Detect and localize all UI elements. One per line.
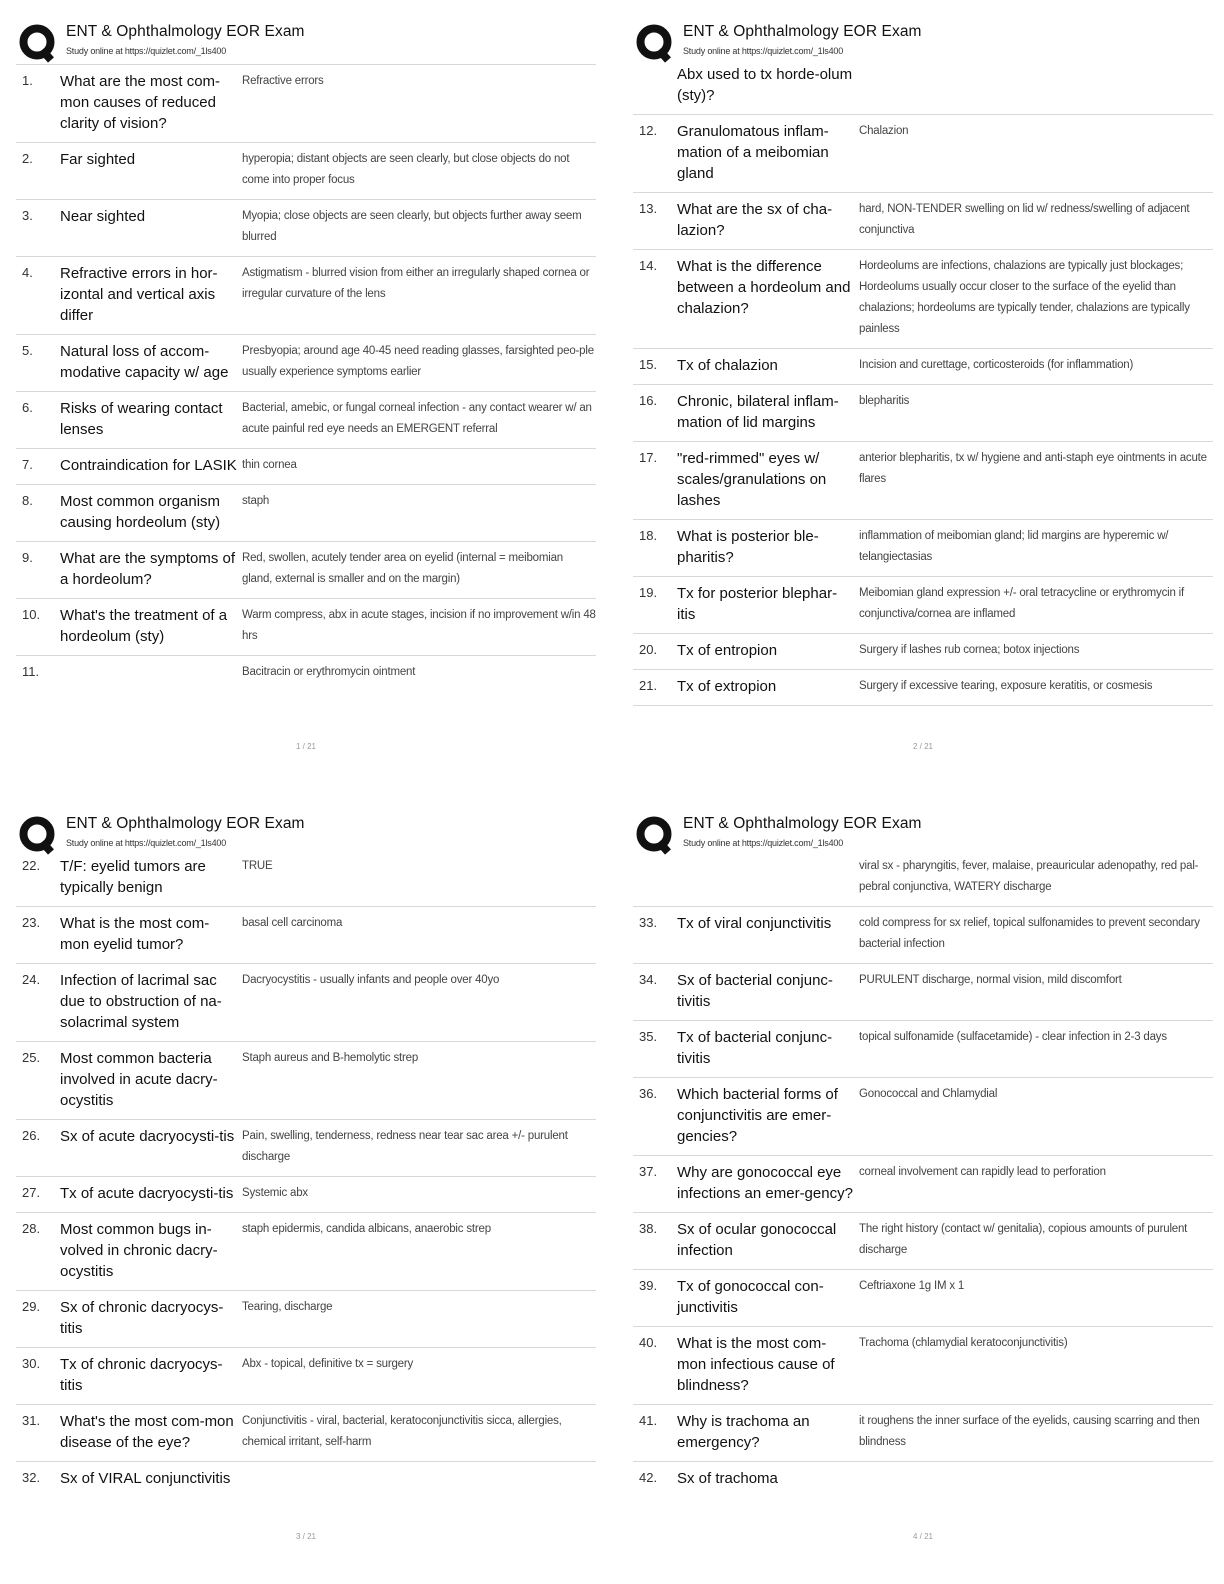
flashcard-row <box>16 335 596 392</box>
quizlet-logo-icon <box>635 815 675 855</box>
card-definition: Bacitracin or erythromycin ointment <box>242 666 416 678</box>
card-term <box>60 662 242 683</box>
flashcard-row <box>633 349 1213 385</box>
flashcard-row <box>633 856 1213 907</box>
flashcard-row <box>16 392 596 449</box>
flashcard-row <box>633 577 1213 634</box>
card-term: Contraindication for LASIK <box>60 457 237 474</box>
card-definition: Gonococcal and Chlamydial <box>859 1088 998 1100</box>
card-definition: cold compress for sx relief, topical sulfonamides to prevent secondary bacterial infection <box>859 917 1200 950</box>
flashcard-row <box>16 257 596 335</box>
card-term: Most common bugs in-volved in chronic dacry-ocystitis <box>60 1221 218 1280</box>
card-definition: Red, swollen, acutely tender area on eyelid (internal = meibomian gland, external is smaller and on the margin) <box>242 552 564 585</box>
flashcard-row <box>16 542 596 599</box>
card-number: 20. <box>639 642 658 657</box>
card-term: Sx of bacterial conjunc-tivitis <box>677 972 833 1010</box>
card-number: 23. <box>22 915 41 930</box>
card-term: Why is trachoma an emergency? <box>677 1413 810 1451</box>
flashcard-row <box>633 634 1213 670</box>
flashcard-row <box>633 250 1213 349</box>
card-term: Tx of entropion <box>677 642 778 659</box>
card-list <box>16 856 596 1497</box>
card-definition: Pain, swelling, tenderness, redness near tear sac area +/- purulent discharge <box>242 1130 568 1163</box>
card-term: Tx for posterior blephar-itis <box>677 585 838 623</box>
card-definition: Chalazion <box>859 125 909 137</box>
flashcard-row <box>16 449 596 485</box>
card-term: What is posterior ble-pharitis? <box>677 528 819 566</box>
card-list <box>633 64 1213 706</box>
card-number: 19. <box>639 585 658 600</box>
card-term: Tx of viral conjunctivitis <box>677 915 832 932</box>
page-number: 2 / 21 <box>912 742 933 751</box>
card-term: Tx of chalazion <box>677 357 778 374</box>
card-definition: Presbyopia; around age 40-45 need reading glasses, farsighted peo-ple usually experience symptoms earlier <box>242 345 594 378</box>
card-number: 29. <box>22 1299 41 1314</box>
card-term: What is the difference between a hordeolum and chalazion? <box>677 258 851 317</box>
page-title: ENT & Ophthalmology EOR Exam <box>683 23 922 40</box>
flashcard-row <box>16 65 596 143</box>
card-definition: Myopia; close objects are seen clearly, but objects further away seem blurred <box>242 210 582 243</box>
card-definition: PURULENT discharge, normal vision, mild discomfort <box>859 974 1122 986</box>
flashcard-row <box>633 1462 1213 1497</box>
card-definition: Astigmatism - blurred vision from either an irregularly shaped cornea or irregular curvature of the lens <box>242 267 590 300</box>
card-term: Abx used to tx horde-olum (sty)? <box>677 66 853 104</box>
card-term: Sx of VIRAL conjunctivitis <box>60 1470 231 1487</box>
card-definition: Refractive errors <box>242 75 324 87</box>
card-definition: inflammation of meibomian gland; lid margins are hyperemic w/ telangiectasias <box>859 530 1169 563</box>
card-number: 26. <box>22 1128 41 1143</box>
card-term: Granulomatous inflam-mation of a meibomian gland <box>677 123 829 182</box>
flashcard-row <box>16 1213 596 1291</box>
card-definition <box>859 64 1213 106</box>
card-number: 3. <box>22 208 33 223</box>
card-term: Chronic, bilateral inflam-mation of lid margins <box>677 393 839 431</box>
flashcard-row <box>16 1462 596 1497</box>
card-definition: viral sx - pharyngitis, fever, malaise, preauricular adenopathy, red pal-pebral conjunctiva, WATERY discharge <box>859 860 1199 893</box>
card-definition: Abx - topical, definitive tx = surgery <box>242 1358 414 1370</box>
card-number: 9. <box>22 550 33 565</box>
card-number: 14. <box>639 258 658 273</box>
flashcard-row <box>16 856 596 907</box>
flashcard-row <box>633 64 1213 115</box>
card-number: 37. <box>639 1164 658 1179</box>
card-term: What is the most com-mon eyelid tumor? <box>60 915 210 953</box>
study-link[interactable]: Study online at https://quizlet.com/_1ls400 <box>683 838 844 848</box>
card-term: Tx of extropion <box>677 678 777 695</box>
card-number: 7. <box>22 457 33 472</box>
flashcard-row <box>633 1078 1213 1156</box>
card-term: What are the symptoms of a hordeolum? <box>60 550 236 588</box>
card-number: 24. <box>22 972 41 987</box>
card-number: 1. <box>22 73 33 88</box>
card-term: Tx of gonococcal con-junctivitis <box>677 1278 824 1316</box>
card-term: Sx of ocular gonococcal infection <box>677 1221 837 1259</box>
card-definition: topical sulfonamide (sulfacetamide) - clear infection in 2-3 days <box>859 1031 1167 1043</box>
card-number: 17. <box>639 450 658 465</box>
page-2 <box>633 18 1213 788</box>
card-term: Risks of wearing contact lenses <box>60 400 223 438</box>
card-term: Sx of acute dacryocysti-tis <box>60 1128 235 1145</box>
page-1 <box>16 18 596 788</box>
card-definition: anterior blepharitis, tx w/ hygiene and anti-staph eye ointments in acute flares <box>859 452 1207 485</box>
card-definition: Staph aureus and B-hemolytic strep <box>242 1052 419 1064</box>
flashcard-row <box>633 1213 1213 1270</box>
card-definition: Conjunctivitis - viral, bacterial, keratoconjunctivitis sicca, allergies, chemical irritant, self-harm <box>242 1415 562 1448</box>
card-term: What are the sx of cha-lazion? <box>677 201 833 239</box>
card-number: 6. <box>22 400 33 415</box>
card-definition: basal cell carcinoma <box>242 917 343 929</box>
card-number: 39. <box>639 1278 658 1293</box>
flashcard-row <box>16 964 596 1042</box>
card-number: 38. <box>639 1221 658 1236</box>
flashcard-row <box>633 907 1213 964</box>
flashcard-row <box>16 656 596 691</box>
card-number: 21. <box>639 678 658 693</box>
card-number: 42. <box>639 1470 658 1485</box>
flashcard-row <box>16 200 596 257</box>
page-header <box>16 18 596 64</box>
card-number: 25. <box>22 1050 41 1065</box>
card-term: Most common organism causing hordeolum (sty) <box>60 493 221 531</box>
card-term: What is the most com-mon infectious cause of blindness? <box>677 1335 835 1394</box>
card-number: 41. <box>639 1413 658 1428</box>
card-definition: staph epidermis, candida albicans, anaerobic strep <box>242 1223 491 1235</box>
card-term: Infection of lacrimal sac due to obstruction of na-solacrimal system <box>60 972 222 1031</box>
flashcard-row <box>633 1021 1213 1078</box>
card-number: 33. <box>639 915 658 930</box>
card-definition: Incision and curettage, corticosteroids (for inflammation) <box>859 359 1134 371</box>
card-term: Natural loss of accom-modative capacity w/ age <box>60 343 229 381</box>
flashcard-row <box>633 115 1213 193</box>
card-number: 16. <box>639 393 658 408</box>
card-number: 28. <box>22 1221 41 1236</box>
card-number <box>633 856 677 898</box>
card-term: Tx of chronic dacryocys-titis <box>60 1356 223 1394</box>
card-definition: The right history (contact w/ genitalia), copious amounts of purulent discharge <box>859 1223 1188 1256</box>
card-term: Near sighted <box>60 208 146 225</box>
card-number: 36. <box>639 1086 658 1101</box>
card-number: 10. <box>22 607 41 622</box>
card-number: 8. <box>22 493 33 508</box>
card-definition: Surgery if excessive tearing, exposure keratitis, or cosmesis <box>859 680 1153 692</box>
card-term: Tx of acute dacryocysti-tis <box>60 1185 234 1202</box>
flashcard-row <box>633 1327 1213 1405</box>
page-3 <box>16 810 596 1580</box>
card-number <box>633 64 677 106</box>
quizlet-logo-icon <box>18 23 58 63</box>
flashcard-row <box>16 1348 596 1405</box>
card-definition: Trachoma (chlamydial keratoconjunctivitis) <box>859 1337 1068 1349</box>
card-list <box>633 856 1213 1497</box>
page-title: ENT & Ophthalmology EOR Exam <box>66 23 305 40</box>
card-term: Refractive errors in hor-izontal and vertical axis differ <box>60 265 218 324</box>
card-number: 4. <box>22 265 33 280</box>
card-definition: Systemic abx <box>242 1187 308 1199</box>
page-header <box>633 18 1213 64</box>
card-number: 32. <box>22 1470 41 1485</box>
flashcard-row <box>16 1042 596 1120</box>
card-definition: thin cornea <box>242 459 297 471</box>
card-term <box>677 856 859 898</box>
card-definition: Tearing, discharge <box>242 1301 333 1313</box>
card-number: 13. <box>639 201 658 216</box>
card-definition: Bacterial, amebic, or fungal corneal infection - any contact wearer w/ an acute painful red eye needs an EMERGENT referral <box>242 402 592 435</box>
page-number: 4 / 21 <box>912 1532 933 1541</box>
page-title: ENT & Ophthalmology EOR Exam <box>683 815 922 832</box>
flashcard-row <box>16 1405 596 1462</box>
card-number: 35. <box>639 1029 658 1044</box>
card-definition: hyperopia; distant objects are seen clearly, but close objects do not come into proper focus <box>242 153 570 186</box>
flashcard-row <box>16 1120 596 1177</box>
card-definition <box>859 1468 1213 1489</box>
flashcard-row <box>16 599 596 656</box>
study-link[interactable]: Study online at https://quizlet.com/_1ls400 <box>66 838 227 848</box>
flashcard-row <box>16 1291 596 1348</box>
page-number: 1 / 21 <box>295 742 316 751</box>
card-term: "red-rimmed" eyes w/ scales/granulations on lashes <box>677 450 827 509</box>
flashcard-row <box>633 670 1213 706</box>
flashcard-row <box>633 1270 1213 1327</box>
card-number: 5. <box>22 343 33 358</box>
card-term: Sx of chronic dacryocys-titis <box>60 1299 224 1337</box>
card-definition: Surgery if lashes rub cornea; botox injections <box>859 644 1080 656</box>
card-number: 30. <box>22 1356 41 1371</box>
study-link[interactable]: Study online at https://quizlet.com/_1ls400 <box>66 46 227 56</box>
study-link[interactable]: Study online at https://quizlet.com/_1ls400 <box>683 46 844 56</box>
quizlet-logo-icon <box>18 815 58 855</box>
flashcard-row <box>633 964 1213 1021</box>
card-definition: it roughens the inner surface of the eyelids, causing scarring and then blindness <box>859 1415 1200 1448</box>
card-term: T/F: eyelid tumors are typically benign <box>60 858 206 896</box>
page-title: ENT & Ophthalmology EOR Exam <box>66 815 305 832</box>
card-number: 31. <box>22 1413 41 1428</box>
card-number: 11. <box>22 664 40 679</box>
flashcard-row <box>633 520 1213 577</box>
card-number: 18. <box>639 528 658 543</box>
card-number: 27. <box>22 1185 41 1200</box>
card-term: What's the treatment of a hordeolum (sty) <box>60 607 228 645</box>
card-definition: Ceftriaxone 1g IM x 1 <box>859 1280 965 1292</box>
card-number: 22. <box>22 858 41 873</box>
flashcard-row <box>633 1156 1213 1213</box>
card-term: Why are gonococcal eye infections an emer-gency? <box>677 1164 853 1202</box>
flashcard-row <box>633 385 1213 442</box>
page-header <box>16 810 596 856</box>
card-term: Which bacterial forms of conjunctivitis are emer-gencies? <box>677 1086 838 1145</box>
card-number: 2. <box>22 151 33 166</box>
card-term: Sx of trachoma <box>677 1470 778 1487</box>
card-definition: blepharitis <box>859 395 910 407</box>
flashcard-row <box>633 193 1213 250</box>
card-list <box>16 64 596 691</box>
card-number: 34. <box>639 972 658 987</box>
card-definition: corneal involvement can rapidly lead to perforation <box>859 1166 1106 1178</box>
page-header <box>633 810 1213 856</box>
card-number: 40. <box>639 1335 658 1350</box>
card-definition: Hordeolums are infections, chalazions are typically just blockages; Hordeolums usually occur closer to the surface of the eyelid than chalazions; hordeolums are typically tender, chalazions are typically painless <box>859 260 1190 335</box>
page-number: 3 / 21 <box>295 1532 316 1541</box>
card-definition: hard, NON-TENDER swelling on lid w/ redness/swelling of adjacent conjunctiva <box>859 203 1190 236</box>
card-number: 15. <box>639 357 658 372</box>
quizlet-logo-icon <box>635 23 675 63</box>
card-definition: TRUE <box>242 860 273 872</box>
flashcard-row <box>16 907 596 964</box>
card-term: Far sighted <box>60 151 136 168</box>
card-definition: Meibomian gland expression +/- oral tetracycline or erythromycin if conjunctiva/cornea are inflamed <box>859 587 1185 620</box>
card-definition: Dacryocystitis - usually infants and people over 40yo <box>242 974 500 986</box>
flashcard-row <box>633 442 1213 520</box>
card-term: What's the most com-mon disease of the eye? <box>60 1413 234 1451</box>
card-term: Tx of bacterial conjunc-tivitis <box>677 1029 833 1067</box>
flashcard-row <box>16 143 596 200</box>
card-term: What are the most com-mon causes of reduced clarity of vision? <box>60 73 221 132</box>
card-number: 12. <box>639 123 658 138</box>
card-definition: Warm compress, abx in acute stages, incision if no improvement w/in 48 hrs <box>242 609 596 642</box>
card-term: Most common bacteria involved in acute dacry-ocystitis <box>60 1050 218 1109</box>
flashcard-row <box>16 485 596 542</box>
card-definition: staph <box>242 495 270 507</box>
card-definition <box>304 1468 596 1489</box>
flashcard-row <box>633 1405 1213 1462</box>
page-4 <box>633 810 1213 1580</box>
flashcard-row <box>16 1177 596 1213</box>
